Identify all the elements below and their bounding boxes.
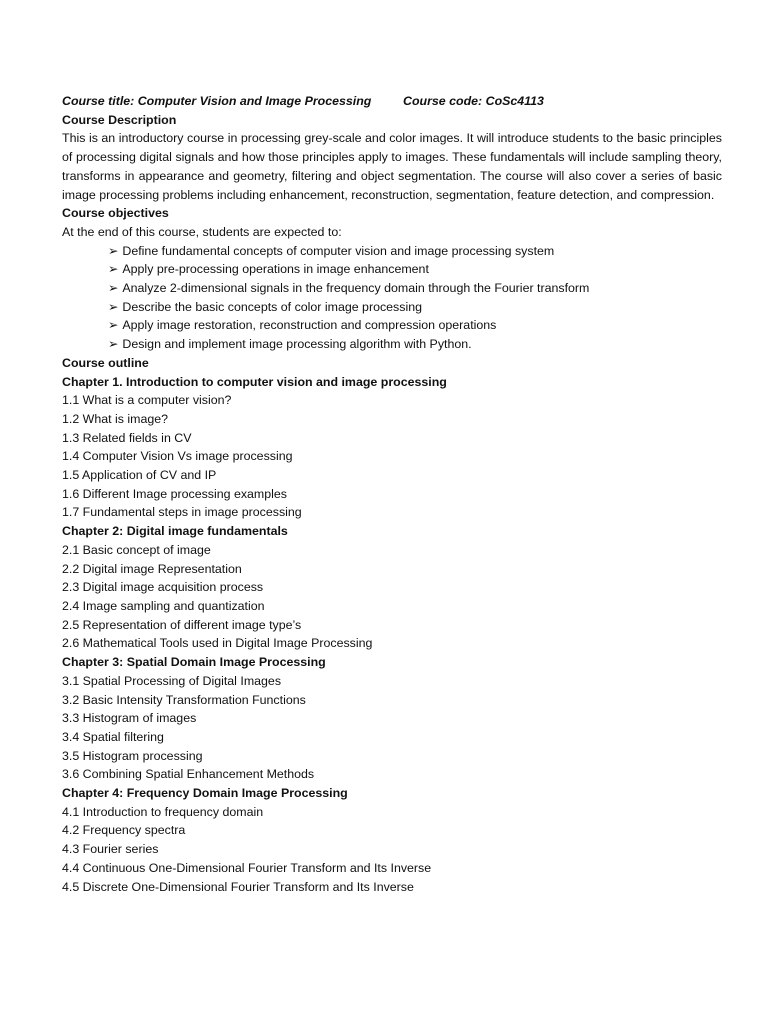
outline-heading: Course outline <box>62 355 149 370</box>
objective-item <box>62 335 722 354</box>
objective-item <box>62 242 722 261</box>
section-item: 2.4 Image sampling and quantization <box>62 598 265 613</box>
chapter-2 <box>62 522 722 653</box>
description-heading: Course Description <box>62 112 177 127</box>
section-item: 4.4 Continuous One-Dimensional Fourier Transform and Its Inverse <box>62 860 432 875</box>
document-page <box>62 92 722 896</box>
chapter-title: Chapter 4: Frequency Domain Image Processing <box>62 786 348 801</box>
objectives-intro: At the end of this course, students are expected to: <box>62 224 342 239</box>
section-item: 1.3 Related fields in CV <box>62 430 192 445</box>
objective-text: Design and implement image processing algorithm with Python. <box>122 337 472 352</box>
section-item: 4.1 Introduction to frequency domain <box>62 804 264 819</box>
section-item: 2.2 Digital image Representation <box>62 561 242 576</box>
arrow-bullet-icon: ➢ <box>108 318 119 333</box>
section-item: 1.1 What is a computer vision? <box>62 393 232 408</box>
objective-text: Describe the basic concepts of color image processing <box>122 299 422 314</box>
section-item: 2.1 Basic concept of image <box>62 542 211 557</box>
arrow-bullet-icon: ➢ <box>108 243 119 258</box>
section-item: 1.5 Application of CV and IP <box>62 468 217 483</box>
section-item: 4.3 Fourier series <box>62 842 159 857</box>
course-code: Course code: CoSc4113 <box>403 94 544 108</box>
section-item: 3.2 Basic Intensity Transformation Functions <box>62 692 306 707</box>
section-item: 1.7 Fundamental steps in image processing <box>62 505 302 520</box>
chapter-4 <box>62 784 722 896</box>
section-item: 4.5 Discrete One-Dimensional Fourier Transform and Its Inverse <box>62 879 414 894</box>
objective-text: Apply pre-processing operations in image enhancement <box>122 262 429 277</box>
section-item: 1.6 Different Image processing examples <box>62 486 287 501</box>
course-title: Course title: Computer Vision and Image Processing <box>62 94 372 108</box>
objective-text: Define fundamental concepts of computer vision and image processing system <box>122 243 555 258</box>
arrow-bullet-icon: ➢ <box>108 337 119 352</box>
arrow-bullet-icon: ➢ <box>108 281 119 296</box>
section-item: 1.4 Computer Vision Vs image processing <box>62 449 293 464</box>
section-item: 3.4 Spatial filtering <box>62 729 164 744</box>
objective-text: Analyze 2-dimensional signals in the frequency domain through the Fourier transform <box>122 281 590 296</box>
section-item: 4.2 Frequency spectra <box>62 823 186 838</box>
objective-item <box>62 316 722 335</box>
description-text: This is an introductory course in processing grey-scale and color images. It will introduce students to the basic principles of processing digital signals and how those principles apply to images. These fundamentals will include sampling theory, transforms in appearance and geometry, filtering and object segmentation. The course will also cover a series of basic image processing problems including enhancement, reconstruction, segmentation, feature detection, and compression. <box>62 131 722 202</box>
objectives-list <box>62 242 722 354</box>
chapter-1 <box>62 373 722 523</box>
arrow-bullet-icon: ➢ <box>108 299 119 314</box>
section-item: 2.3 Digital image acquisition process <box>62 580 264 595</box>
section-item: 3.1 Spatial Processing of Digital Images <box>62 673 282 688</box>
objective-item <box>62 279 722 298</box>
chapter-3 <box>62 653 722 784</box>
section-item: 3.3 Histogram of images <box>62 711 197 726</box>
arrow-bullet-icon: ➢ <box>108 262 119 277</box>
objectives-heading: Course objectives <box>62 206 169 221</box>
section-item: 3.5 Histogram processing <box>62 748 203 763</box>
title-row <box>62 92 722 111</box>
objective-item <box>62 260 722 279</box>
objective-item <box>62 298 722 317</box>
section-item: 2.6 Mathematical Tools used in Digital Image Processing <box>62 636 373 651</box>
section-item: 3.6 Combining Spatial Enhancement Methods <box>62 767 315 782</box>
chapter-title: Chapter 3: Spatial Domain Image Processing <box>62 655 326 670</box>
section-item: 1.2 What is image? <box>62 411 169 426</box>
objective-text: Apply image restoration, reconstruction and compression operations <box>122 318 497 333</box>
section-item: 2.5 Representation of different image type’s <box>62 617 302 632</box>
chapter-title: Chapter 1. Introduction to computer vision and image processing <box>62 374 447 389</box>
chapter-title: Chapter 2: Digital image fundamentals <box>62 524 288 539</box>
